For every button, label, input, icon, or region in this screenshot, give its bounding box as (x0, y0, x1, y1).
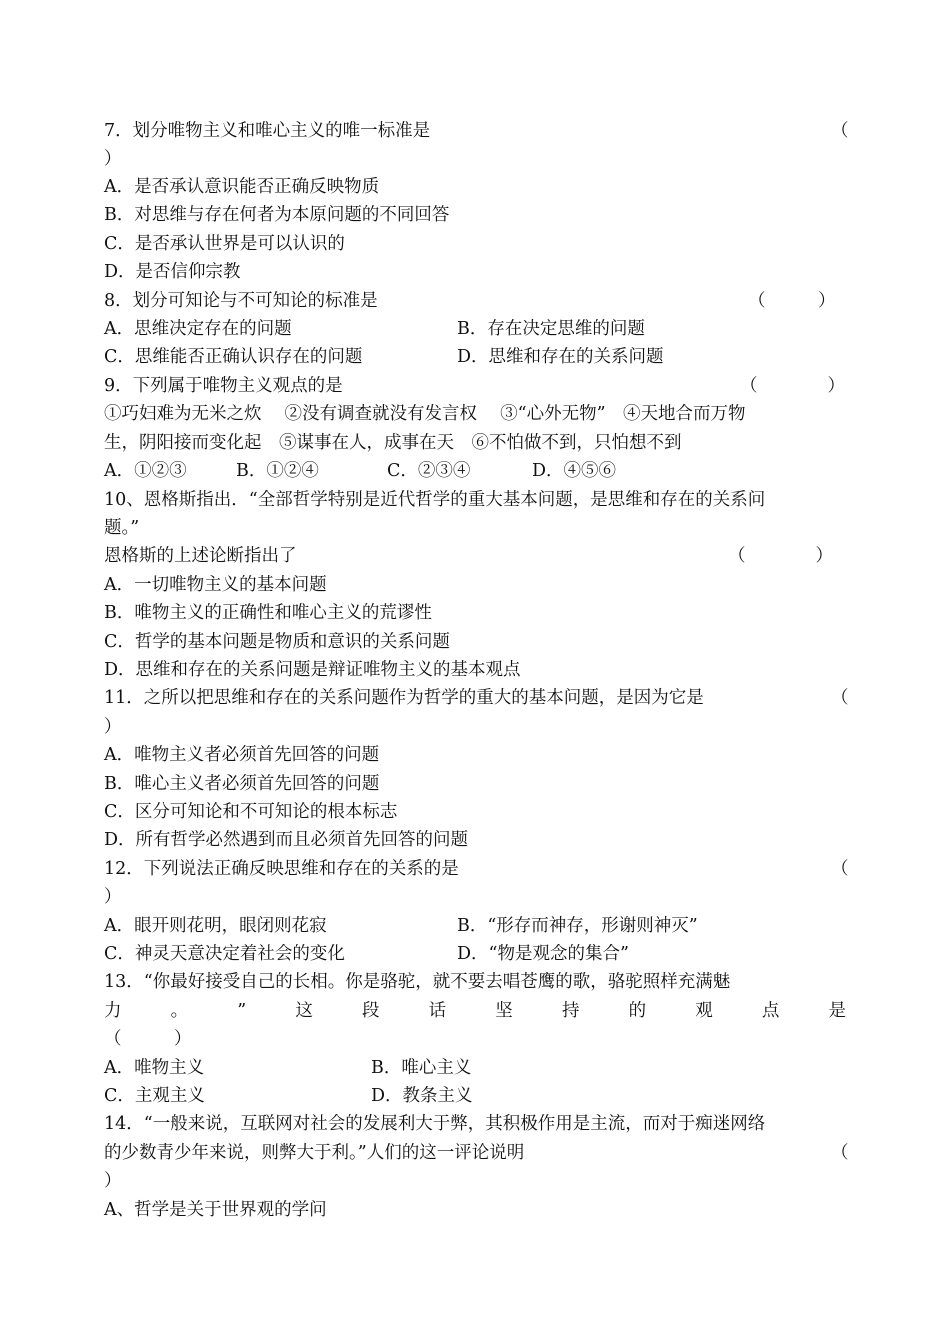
q7-stem-text: 7．划分唯物主义和唯心主义的唯一标准是 (104, 121, 431, 141)
q8-options-row-1 (104, 315, 846, 343)
q13-stem-char: 点 (761, 1001, 780, 1021)
q13-answer-paren: （ ） (104, 1029, 192, 1049)
q11-option-b: B．唯心主义者必须首先回答的问题 (104, 774, 380, 794)
q7-option-a: A．是否承认意识能否正确反映物质 (104, 177, 380, 197)
q13-stem-char: 观 (695, 1001, 713, 1021)
q13-option-a: A．唯物主义 (104, 1058, 205, 1078)
q13-stem-char: 的 (628, 1001, 647, 1021)
q9-answer-paren: （ ） (740, 376, 845, 396)
q12-options-row-1 (104, 912, 846, 940)
q9-option-a: A．①②③ (104, 461, 187, 481)
q8-option-a: A．思维决定存在的问题 (104, 319, 292, 339)
q7-option-d: D．是否信仰宗教 (104, 262, 241, 282)
q10-option-c: C．哲学的基本问题是物质和意识的关系问题 (104, 632, 450, 652)
q14-stem-line-1: 14．“一般来说，互联网对社会的发展利大于弊，其积极作用是主流，而对于痴迷网络 (104, 1114, 766, 1134)
q12-options-row-2 (104, 940, 846, 968)
q13-stem-char: 这 (295, 1001, 313, 1021)
q8-answer-paren: （ ） (748, 291, 836, 311)
q14-answer-paren-open: （ (831, 1143, 849, 1163)
q13-options-row-2 (104, 1082, 846, 1110)
q11-option-a: A．唯物主义者必须首先回答的问题 (104, 745, 380, 765)
q11-option-d: D．所有哲学必然遇到而且必须首先回答的问题 (104, 830, 469, 850)
q14-answer-paren-close: ） (104, 1171, 122, 1191)
q12-option-c: C．神灵天意决定着社会的变化 (104, 944, 345, 964)
q12-option-d: D．“物是观念的集合” (457, 944, 629, 964)
q7-answer-paren-close: ） (104, 149, 122, 169)
q9-option-c: C．②③④ (387, 461, 471, 481)
q11-answer-paren-open: （ (831, 688, 849, 708)
q10-option-a: A．一切唯物主义的基本问题 (104, 575, 327, 595)
q13-stem-char: 段 (362, 1001, 380, 1021)
q13-options-row-1 (104, 1054, 846, 1082)
q12-answer-paren-close: ） (104, 887, 122, 907)
q13-stem-char: ” (237, 1001, 247, 1021)
q8-option-c: C．思维能否正确认识存在的问题 (104, 347, 363, 367)
q12-stem: 12．下列说法正确反映思维和存在的关系的是 (104, 859, 459, 879)
q9-option-b: B．①②④ (236, 461, 319, 481)
q13-stem-char: 。 (170, 1001, 189, 1021)
q8-options-row-2 (104, 343, 846, 371)
q8-stem: 8．划分可知论与不可知论的标准是 (104, 291, 378, 311)
q12-option-b: B．“形存而神存，形谢则神灭” (457, 916, 698, 936)
q10-stem-line-2: 题。” (104, 518, 140, 538)
q11-option-c: C．区分可知论和不可知论的根本标志 (104, 802, 398, 822)
q9-options-row (104, 457, 846, 485)
q9-statements-line-1: ①巧妇难为无米之炊 ②没有调查就没有发言权 ③“心外无物” ④天地合而万物 (104, 404, 746, 424)
q10-option-d: D．思维和存在的关系问题是辩证唯物主义的基本观点 (104, 660, 521, 680)
q13-stem-char: 话 (428, 1001, 447, 1021)
q11-stem: 11．之所以把思维和存在的关系问题作为哲学的重大的基本问题，是因为它是 (104, 688, 704, 708)
q8-option-d: D．思维和存在的关系问题 (457, 347, 664, 367)
q9-option-d: D．④⑤⑥ (532, 461, 617, 481)
q10-stem-line-3: 恩格斯的上述论断指出了 (104, 546, 297, 566)
q9-statements-line-2: 生，阴阳接而变化起 ⑤谋事在人，成事在天 ⑥不怕做不到，只怕想不到 (104, 433, 682, 453)
q8-option-b: B．存在决定思维的问题 (457, 319, 645, 339)
q13-option-c: C．主观主义 (104, 1086, 205, 1106)
q7-stem (104, 117, 846, 145)
q14-option-a: A、哲学是关于世界观的学问 (104, 1200, 327, 1220)
q13-option-d: D．教条主义 (371, 1086, 473, 1106)
q13-stem-char: 力 (104, 1001, 122, 1021)
q10-option-b: B．唯物主义的正确性和唯心主义的荒谬性 (104, 603, 432, 623)
q13-stem-line-2 (104, 997, 846, 1025)
q9-stem: 9．下列属于唯物主义观点的是 (104, 376, 343, 396)
q12-option-a: A．眼开则花明，眼闭则花寂 (104, 916, 327, 936)
q7-option-b: B．对思维与存在何者为本原问题的不同回答 (104, 205, 450, 225)
q14-stem-line-2: 的少数青少年来说，则弊大于利。”人们的这一评论说明 (104, 1143, 525, 1163)
q10-answer-paren: （ ） (728, 546, 833, 566)
q13-stem-char: 是 (828, 1001, 846, 1021)
q12-answer-paren-open: （ (831, 859, 849, 879)
q7-answer-paren-open: （ (831, 121, 849, 141)
q10-stem-line-1: 10、恩格斯指出．“全部哲学特别是近代哲学的重大基本问题，是思维和存在的关系问 (104, 490, 766, 510)
q11-answer-paren-close: ） (104, 717, 122, 737)
q7-option-c: C．是否承认世界是可以认识的 (104, 234, 345, 254)
q13-option-b: B．唯心主义 (371, 1058, 472, 1078)
q13-stem-char: 持 (561, 1001, 580, 1021)
q13-stem-line-1: 13．“你最好接受自己的长相。你是骆驼，就不要去唱苍鹰的歌，骆驼照样充满魅 (104, 972, 731, 992)
q13-stem-char: 坚 (495, 1001, 513, 1021)
